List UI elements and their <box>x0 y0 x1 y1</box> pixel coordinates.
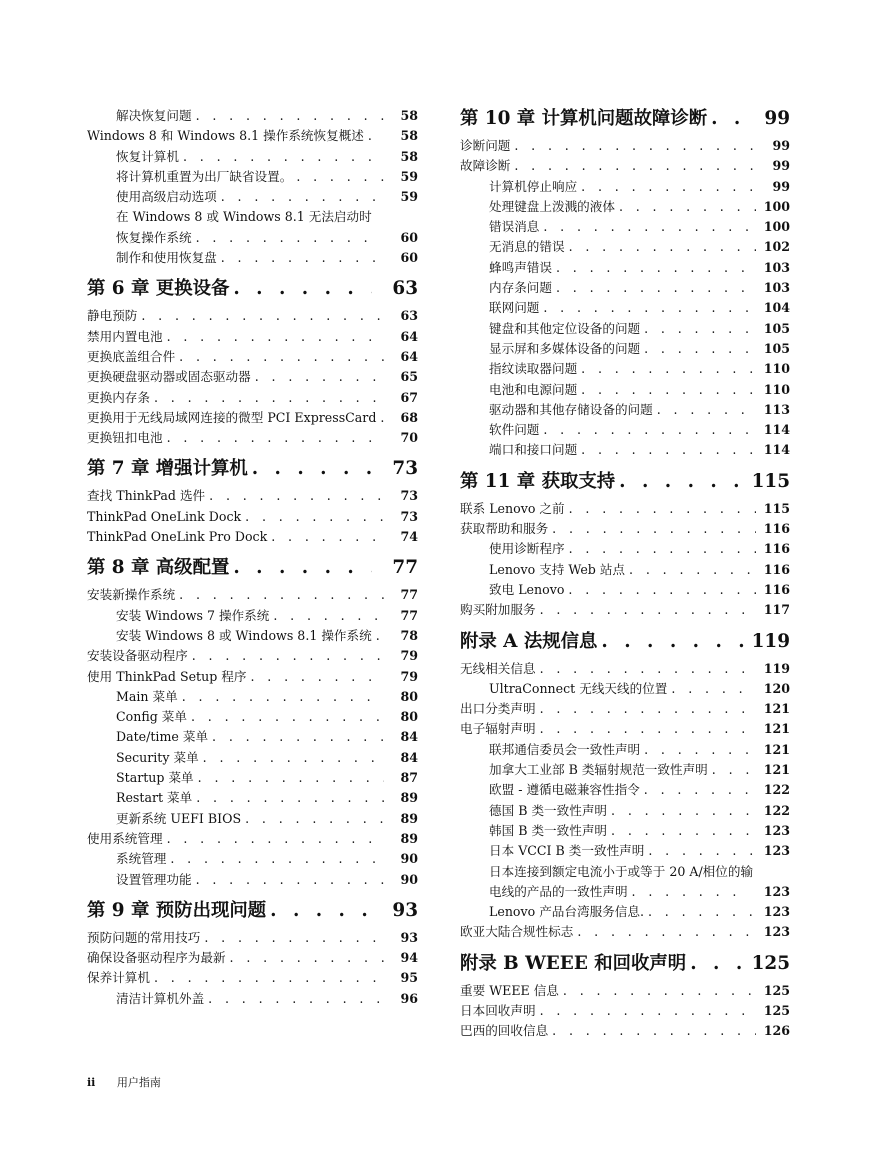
toc-section-entry[interactable] <box>87 829 418 849</box>
toc-page-number: 100 <box>756 197 790 217</box>
toc-page-number: 89 <box>384 809 418 829</box>
toc-section-entry[interactable] <box>460 136 790 156</box>
toc-page-number: 123 <box>756 882 790 902</box>
toc-page-number: 58 <box>384 106 418 126</box>
toc-page-number: 100 <box>756 217 790 237</box>
toc-page-number: 84 <box>384 727 418 747</box>
toc-subsection-entry[interactable] <box>460 278 790 298</box>
toc-subsection-entry[interactable] <box>460 821 790 841</box>
toc-page-number: 105 <box>756 319 790 339</box>
toc-page-number: 89 <box>384 829 418 849</box>
toc-page-number: 58 <box>384 126 418 146</box>
toc-section-entry[interactable] <box>460 981 790 1001</box>
toc-chapter-heading[interactable] <box>87 898 418 924</box>
toc-entry-title: Lenovo 支持 Web 站点 . . . <box>489 560 756 580</box>
toc-page-number: 80 <box>384 707 418 727</box>
toc-entry-title: Date/time 菜单 . . . <box>116 727 384 747</box>
toc-entry-title: 出口分类声明 . . . <box>460 699 756 719</box>
toc-chapter-heading[interactable] <box>87 555 418 581</box>
toc-subsection-entry[interactable] <box>460 177 790 197</box>
toc-entry-title: 韩国 B 类一致性声明 . . . <box>489 821 756 841</box>
toc-entry-title: 使用 ThinkPad Setup 程序 . . . <box>87 667 384 687</box>
toc-entry-title: Windows 8 和 Windows 8.1 操作系统恢复概述 . . . <box>87 126 384 146</box>
toc-section-entry[interactable] <box>460 659 790 679</box>
toc-entry-title: Security 菜单 . . . <box>116 748 384 768</box>
toc-entry-title: 更换用于无线局域网连接的微型 PCI ExpressCard . . . <box>87 408 384 428</box>
toc-page-number: 123 <box>756 902 790 922</box>
toc-page-number: 125 <box>744 951 790 977</box>
toc-section-entry[interactable] <box>87 126 418 146</box>
toc-page-number: 67 <box>384 388 418 408</box>
toc-entry-title: Startup 菜单 . . . <box>116 768 384 788</box>
toc-page-number: 110 <box>756 359 790 379</box>
toc-entry-title: 加拿大工业部 B 类辐射规范一致性声明 . . . <box>489 760 756 780</box>
toc-subsection-entry[interactable] <box>460 760 790 780</box>
toc-subsection-entry[interactable] <box>460 560 790 580</box>
toc-section-entry[interactable] <box>87 948 418 968</box>
toc-section-entry[interactable] <box>87 928 418 948</box>
toc-entry-title: 显示屏和多媒体设备的问题 . . . <box>489 339 756 359</box>
toc-page-number: 74 <box>384 527 418 547</box>
toc-page-number: 64 <box>384 327 418 347</box>
toc-entry-title: ThinkPad OneLink Pro Dock . . . <box>87 527 384 547</box>
toc-page-number: 121 <box>756 760 790 780</box>
toc-entry-title: 驱动器和其他存储设备的问题 . . . <box>489 400 756 420</box>
toc-page-number: 122 <box>756 780 790 800</box>
toc-subsection-entry[interactable] <box>87 106 418 126</box>
toc-subsection-entry[interactable] <box>460 801 790 821</box>
toc-subsection-entry[interactable] <box>87 147 418 167</box>
toc-entry-title: 德国 B 类一致性声明 . . . <box>489 801 756 821</box>
toc-page-number: 116 <box>756 560 790 580</box>
toc-page-number: 102 <box>756 237 790 257</box>
toc-entry-title: ThinkPad OneLink Dock . . . <box>87 507 384 527</box>
toc-chapter-heading[interactable] <box>87 456 418 482</box>
toc-entry-title: 第 6 章 更换设备 . . . <box>87 276 372 302</box>
toc-subsection-entry[interactable] <box>460 359 790 379</box>
toc-page-number: 58 <box>384 147 418 167</box>
toc-page-number: 99 <box>756 156 790 176</box>
toc-entry-title: 第 9 章 预防出现问题 . . . <box>87 898 372 924</box>
toc-subsection-entry[interactable] <box>460 197 790 217</box>
toc-subsection-entry[interactable] <box>460 862 790 903</box>
toc-subsection-entry[interactable] <box>460 217 790 237</box>
toc-page-number: 121 <box>756 719 790 739</box>
toc-chapter-heading[interactable] <box>460 629 790 655</box>
toc-page-number: 103 <box>756 278 790 298</box>
toc-page-number: 95 <box>384 968 418 988</box>
toc-entry-title: 制作和使用恢复盘 . . . <box>116 248 384 268</box>
toc-subsection-entry[interactable] <box>87 687 418 707</box>
toc-subsection-entry[interactable] <box>460 580 790 600</box>
toc-subsection-entry[interactable] <box>460 380 790 400</box>
toc-subsection-entry[interactable] <box>460 339 790 359</box>
footer-book-title: 用户指南 <box>116 1076 161 1089</box>
toc-subsection-entry[interactable] <box>87 788 418 808</box>
toc-entry-title: Lenovo 产品台湾服务信息. . . . <box>489 902 756 922</box>
toc-subsection-entry[interactable] <box>460 319 790 339</box>
toc-page-number: 93 <box>384 928 418 948</box>
toc-subsection-entry[interactable] <box>460 400 790 420</box>
toc-section-entry[interactable] <box>87 646 418 666</box>
toc-entry-title: 第 7 章 增强计算机 . . . <box>87 456 372 482</box>
toc-entry-title: 日本 VCCI B 类一致性声明 . . . <box>489 841 756 861</box>
toc-entry-title: 使用高级启动选项 . . . <box>116 187 384 207</box>
toc-page-number: 119 <box>756 659 790 679</box>
toc-page-number: 64 <box>384 347 418 367</box>
toc-section-entry[interactable] <box>87 507 418 527</box>
toc-subsection-entry[interactable] <box>87 207 418 248</box>
toc-section-entry[interactable] <box>460 1021 790 1041</box>
toc-page-number: 114 <box>756 440 790 460</box>
toc-entry-title: 将计算机重置为出厂缺省设置。 . . . <box>116 167 384 187</box>
toc-chapter-heading[interactable] <box>460 106 790 132</box>
toc-page-number: 123 <box>756 841 790 861</box>
footer-page-number: ii <box>87 1076 96 1089</box>
toc-chapter-heading[interactable] <box>460 469 790 495</box>
toc-page-number: 115 <box>756 499 790 519</box>
toc-subsection-entry[interactable] <box>87 187 418 207</box>
toc-entry-title: 键盘和其他定位设备的问题 . . . <box>489 319 756 339</box>
toc-page-number: 73 <box>384 507 418 527</box>
toc-subsection-entry[interactable] <box>87 606 418 626</box>
toc-page-number: 60 <box>384 228 418 248</box>
toc-entry-title: Config 菜单 . . . <box>116 707 384 727</box>
toc-subsection-entry[interactable] <box>460 420 790 440</box>
toc-page-number: 90 <box>384 849 418 869</box>
toc-entry-title: 电子辐射声明 . . . <box>460 719 756 739</box>
toc-page-number: 73 <box>384 486 418 506</box>
toc-entry-title: 错误消息 . . . <box>489 217 756 237</box>
toc-entry-title: 重要 WEEE 信息 . . . <box>460 981 756 1001</box>
toc-page-number: 113 <box>756 400 790 420</box>
toc-page-number: 117 <box>756 600 790 620</box>
toc-subsection-entry[interactable] <box>87 768 418 788</box>
toc-section-entry[interactable] <box>460 1001 790 1021</box>
toc-section-entry[interactable] <box>460 156 790 176</box>
toc-subsection-entry[interactable] <box>460 539 790 559</box>
toc-page-number: 116 <box>756 519 790 539</box>
toc-page-number: 121 <box>756 699 790 719</box>
toc-section-entry[interactable] <box>87 428 418 448</box>
toc-page-number: 125 <box>756 981 790 1001</box>
toc-page-number: 63 <box>384 306 418 326</box>
toc-entry-title: 查找 ThinkPad 选件 . . . <box>87 486 384 506</box>
toc-entry-title: 保养计算机 . . . <box>87 968 384 988</box>
toc-entry-title: Main 菜单 . . . <box>116 687 384 707</box>
page-footer <box>87 1074 161 1090</box>
toc-subsection-entry[interactable] <box>87 248 418 268</box>
toc-entry-title: 联系 Lenovo 之前 . . . <box>460 499 756 519</box>
toc-entry-title: 诊断问题 . . . <box>460 136 756 156</box>
toc-page-number: 93 <box>372 898 418 924</box>
toc-entry-title: 禁用内置电池 . . . <box>87 327 384 347</box>
toc-entry-title: 解决恢复问题 . . . <box>116 106 384 126</box>
toc-section-entry[interactable] <box>87 388 418 408</box>
toc-page-number: 90 <box>384 870 418 890</box>
toc-entry-title: 安装新操作系统 . . . <box>87 585 384 605</box>
toc-page-number: 78 <box>384 626 418 646</box>
toc-entry-title: 计算机停止响应 . . . <box>489 177 756 197</box>
toc-entry-title: 蜂鸣声错误 . . . <box>489 258 756 278</box>
toc-subsection-entry[interactable] <box>460 440 790 460</box>
toc-subsection-entry[interactable] <box>87 870 418 890</box>
toc-entry-title: 设置管理功能 . . . <box>116 870 384 890</box>
toc-subsection-entry[interactable] <box>87 989 418 1009</box>
toc-entry-title: 无消息的错误 . . . <box>489 237 756 257</box>
toc-page-number: 121 <box>756 740 790 760</box>
toc-entry-title: 清洁计算机外盖 . . . <box>116 989 384 1009</box>
toc-entry-title: 内存条问题 . . . <box>489 278 756 298</box>
toc-section-entry[interactable] <box>87 968 418 988</box>
toc-page-number: 116 <box>756 539 790 559</box>
toc-subsection-entry[interactable] <box>460 780 790 800</box>
toc-page-number: 105 <box>756 339 790 359</box>
toc-page-number: 80 <box>384 687 418 707</box>
toc-subsection-entry[interactable] <box>460 298 790 318</box>
toc-subsection-entry[interactable] <box>87 748 418 768</box>
toc-entry-title: 获取帮助和服务 . . . <box>460 519 756 539</box>
toc-subsection-entry[interactable] <box>460 679 790 699</box>
toc-page-number: 73 <box>372 456 418 482</box>
toc-page-number: 59 <box>384 187 418 207</box>
toc-chapter-heading[interactable] <box>87 276 418 302</box>
toc-entry-title: 确保设备驱动程序为最新 . . . <box>87 948 384 968</box>
toc-subsection-entry[interactable] <box>87 849 418 869</box>
toc-entry-title: 附录 A 法规信息 . . . <box>460 629 744 655</box>
toc-entry-title: 更换硬盘驱动器或固态驱动器 . . . <box>87 367 384 387</box>
toc-page-number: 116 <box>756 580 790 600</box>
toc-entry-title: 电池和电源问题 . . . <box>489 380 756 400</box>
toc-entry-title: 巴西的回收信息 . . . <box>460 1021 756 1041</box>
toc-entry-title: 端口和接口问题 . . . <box>489 440 756 460</box>
toc-entry-title: 第 10 章 计算机问题故障诊断 . . . <box>460 106 744 132</box>
toc-subsection-entry[interactable] <box>87 727 418 747</box>
toc-page-number: 77 <box>384 585 418 605</box>
toc-page-number: 59 <box>384 167 418 187</box>
toc-page-number: 123 <box>756 922 790 942</box>
toc-entry-title: 更新系统 UEFI BIOS . . . <box>116 809 384 829</box>
toc-section-entry[interactable] <box>87 527 418 547</box>
toc-subsection-entry[interactable] <box>460 258 790 278</box>
toc-section-entry[interactable] <box>87 306 418 326</box>
toc-entry-title: 在 Windows 8 或 Windows 8.1 无法启动时恢复操作系统 . . . <box>116 207 384 248</box>
toc-entry-title: Restart 菜单 . . . <box>116 788 384 808</box>
toc-page-number: 77 <box>384 606 418 626</box>
toc-section-entry[interactable] <box>460 922 790 942</box>
toc-subsection-entry[interactable] <box>460 237 790 257</box>
toc-section-entry[interactable] <box>87 367 418 387</box>
toc-entry-title: 安装 Windows 8 或 Windows 8.1 操作系统 . . . <box>116 626 384 646</box>
toc-entry-title: 软件问题 . . . <box>489 420 756 440</box>
toc-left-column <box>87 106 418 1009</box>
toc-page-number: 63 <box>372 276 418 302</box>
toc-entry-title: 处理键盘上泼溅的液体 . . . <box>489 197 756 217</box>
toc-page-number: 87 <box>384 768 418 788</box>
toc-entry-title: UltraConnect 无线天线的位置 . . . <box>489 679 756 699</box>
toc-section-entry[interactable] <box>460 600 790 620</box>
toc-subsection-entry[interactable] <box>460 841 790 861</box>
toc-section-entry[interactable] <box>87 327 418 347</box>
toc-page-number: 84 <box>384 748 418 768</box>
toc-entry-title: 致电 Lenovo . . . <box>489 580 756 600</box>
toc-entry-title: 更换内存条 . . . <box>87 388 384 408</box>
toc-page-number: 126 <box>756 1021 790 1041</box>
toc-entry-title: 日本连接到额定电流小于或等于 20 A/相位的输电线的产品的一致性声明 . . . <box>489 862 756 903</box>
toc-page-number: 103 <box>756 258 790 278</box>
toc-page-number: 120 <box>756 679 790 699</box>
toc-page-number: 96 <box>384 989 418 1009</box>
toc-section-entry[interactable] <box>87 585 418 605</box>
toc-page-number: 99 <box>756 177 790 197</box>
toc-entry-title: 安装 Windows 7 操作系统 . . . <box>116 606 384 626</box>
toc-page-number: 115 <box>744 469 790 495</box>
toc-entry-title: 系统管理 . . . <box>116 849 384 869</box>
toc-entry-title: 安装设备驱动程序 . . . <box>87 646 384 666</box>
toc-subsection-entry[interactable] <box>87 626 418 646</box>
toc-page-number: 89 <box>384 788 418 808</box>
toc-entry-title: 静电预防 . . . <box>87 306 384 326</box>
toc-page-number: 77 <box>372 555 418 581</box>
toc-page-number: 60 <box>384 248 418 268</box>
toc-page-number: 99 <box>756 136 790 156</box>
toc-entry-title: 无线相关信息 . . . <box>460 659 756 679</box>
toc-section-entry[interactable] <box>460 519 790 539</box>
toc-subsection-entry[interactable] <box>460 740 790 760</box>
toc-entry-title: 更换底盖组合件 . . . <box>87 347 384 367</box>
toc-subsection-entry[interactable] <box>460 902 790 922</box>
toc-entry-title: 使用系统管理 . . . <box>87 829 384 849</box>
toc-entry-title: 第 8 章 高级配置 . . . <box>87 555 372 581</box>
toc-section-entry[interactable] <box>87 347 418 367</box>
toc-page-number: 125 <box>756 1001 790 1021</box>
toc-entry-title: 附录 B WEEE 和回收声明 . . . <box>460 951 744 977</box>
toc-entry-title: 欧亚大陆合规性标志 . . . <box>460 922 756 942</box>
toc-subsection-entry[interactable] <box>87 707 418 727</box>
toc-section-entry[interactable] <box>460 719 790 739</box>
toc-page-number: 122 <box>756 801 790 821</box>
toc-section-entry[interactable] <box>87 486 418 506</box>
toc-page-number: 110 <box>756 380 790 400</box>
toc-entry-title: 指纹读取器问题 . . . <box>489 359 756 379</box>
toc-page-number: 68 <box>384 408 418 428</box>
toc-page-number: 123 <box>756 821 790 841</box>
toc-entry-title: 恢复计算机 . . . <box>116 147 384 167</box>
toc-page-number: 99 <box>744 106 790 132</box>
toc-entry-title: 预防问题的常用技巧 . . . <box>87 928 384 948</box>
toc-page-number: 104 <box>756 298 790 318</box>
toc-chapter-heading[interactable] <box>460 951 790 977</box>
toc-entry-title: 欧盟 - 遵循电磁兼容性指令 . . . <box>489 780 756 800</box>
toc-page-number: 79 <box>384 667 418 687</box>
toc-subsection-entry[interactable] <box>87 167 418 187</box>
toc-page-number: 114 <box>756 420 790 440</box>
toc-entry-title: 日本回收声明 . . . <box>460 1001 756 1021</box>
toc-page-number: 65 <box>384 367 418 387</box>
toc-section-entry[interactable] <box>460 499 790 519</box>
toc-entry-title: 第 11 章 获取支持 . . . <box>460 469 744 495</box>
toc-entry-title: 使用诊断程序 . . . <box>489 539 756 559</box>
toc-page-number: 119 <box>744 629 790 655</box>
toc-page-number: 79 <box>384 646 418 666</box>
toc-entry-title: 联邦通信委员会一致性声明 . . . <box>489 740 756 760</box>
toc-entry-title: 更换钮扣电池 . . . <box>87 428 384 448</box>
toc-entry-title: 故障诊断 . . . <box>460 156 756 176</box>
toc-right-column <box>460 106 790 1042</box>
toc-entry-title: 购买附加服务 . . . <box>460 600 756 620</box>
toc-section-entry[interactable] <box>87 667 418 687</box>
toc-section-entry[interactable] <box>87 408 418 428</box>
toc-subsection-entry[interactable] <box>87 809 418 829</box>
toc-entry-title: 联网问题 . . . <box>489 298 756 318</box>
toc-page-number: 94 <box>384 948 418 968</box>
toc-page-number: 70 <box>384 428 418 448</box>
toc-section-entry[interactable] <box>460 699 790 719</box>
